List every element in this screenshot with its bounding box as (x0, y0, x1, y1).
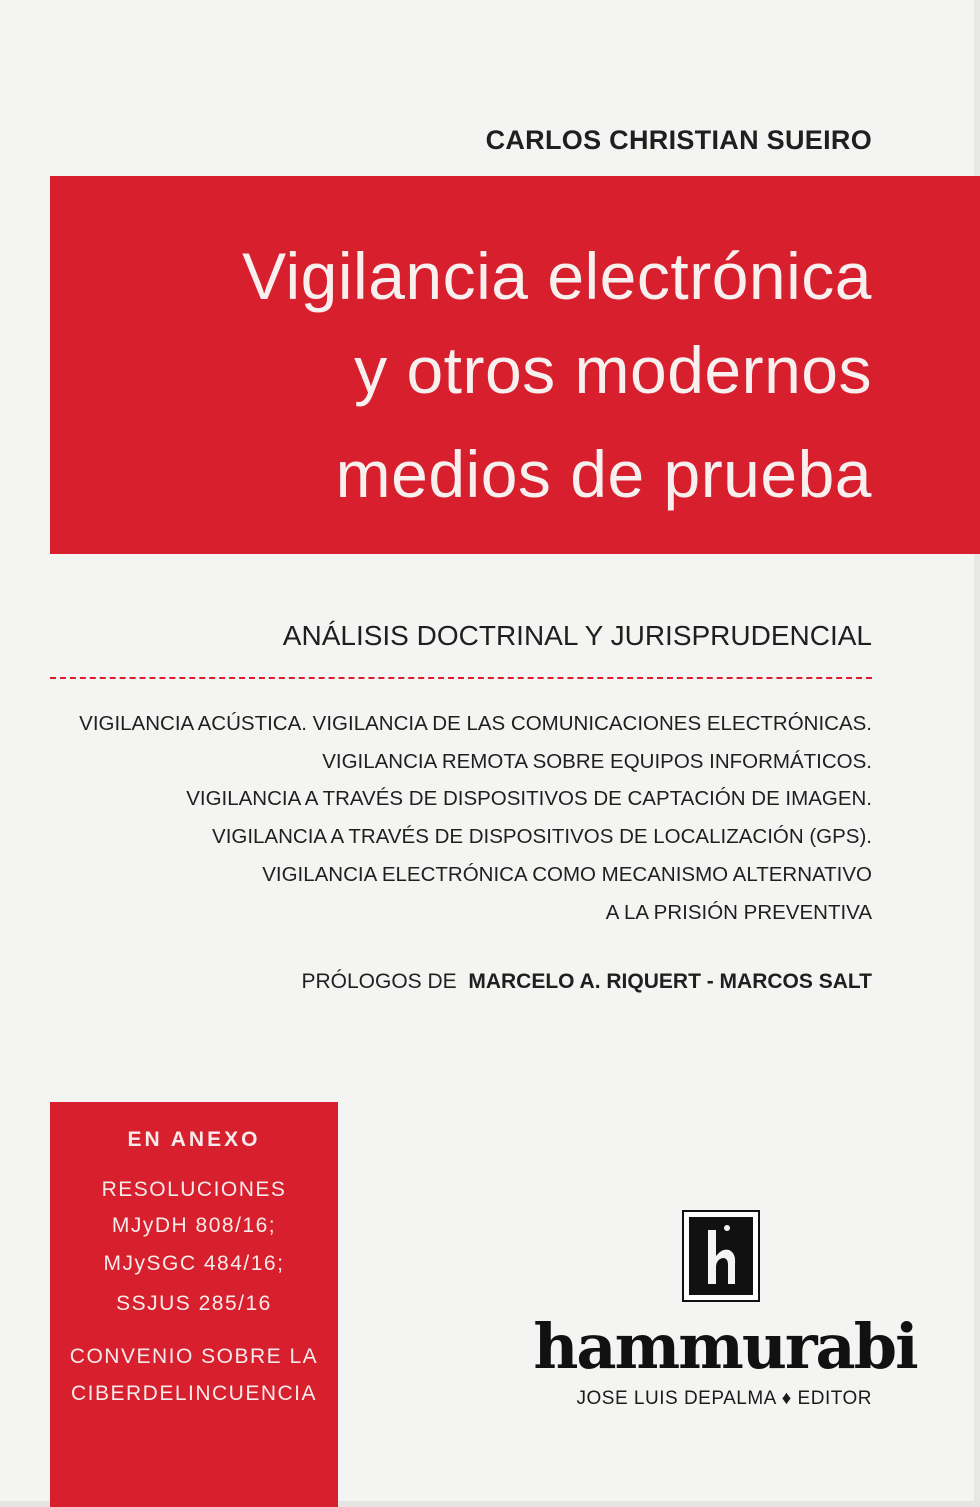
subtitle: ANÁLISIS DOCTRINAL Y JURISPRUDENCIAL (282, 620, 872, 651)
topic-line: VIGILANCIA REMOTA SOBRE EQUIPOS INFORMÁTICOS. (322, 749, 872, 773)
topic-line: VIGILANCIA A TRAVÉS DE DISPOSITIVOS DE CAPTACIÓN DE IMAGEN. (186, 787, 872, 811)
dashed-divider (50, 677, 872, 679)
annex-line: RESOLUCIONES (101, 1178, 287, 1201)
prologos-line (301, 970, 872, 994)
topic-line: VIGILANCIA A TRAVÉS DE DISPOSITIVOS DE LOCALIZACIÓN (GPS). (212, 825, 872, 849)
annex-line: MJySGC 484/16; (103, 1252, 285, 1275)
prologos-label: PRÓLOGOS DE (301, 970, 457, 993)
title-panel (50, 176, 980, 554)
annex-box (50, 1102, 338, 1507)
topics-list (79, 705, 872, 931)
annex-line: CONVENIO SOBRE LA (69, 1345, 319, 1368)
brand-name: hammurabi (533, 1310, 917, 1383)
topic-line: VIGILANCIA ACÚSTICA. VIGILANCIA DE LAS COMUNICACIONES ELECTRÓNICAS. (79, 712, 872, 735)
publisher-editor-line: JOSE LUIS DEPALMA ♦ EDITOR (576, 1388, 872, 1409)
annex-line: CIBERDELINCUENCIA (70, 1382, 318, 1405)
topic-line: VIGILANCIA ELECTRÓNICA COMO MECANISMO ALTERNATIVO (262, 862, 872, 886)
title-line-2: y otros modernos (354, 333, 872, 407)
title-line-3: medios de prueba (335, 437, 872, 511)
publisher-logo-icon (682, 1210, 760, 1302)
annex-heading: EN ANEXO (127, 1128, 261, 1151)
author-name: CARLOS CHRISTIAN SUEIRO (485, 125, 872, 155)
annex-line: SSJUS 285/16 (116, 1292, 272, 1315)
publisher-brand (533, 1310, 917, 1384)
title-line-1: Vigilancia electrónica (242, 239, 872, 313)
prologos-names: MARCELO A. RIQUERT - MARCOS SALT (468, 970, 872, 993)
annex-line: MJyDH 808/16; (111, 1214, 277, 1237)
topic-line: A LA PRISIÓN PREVENTIVA (605, 900, 872, 924)
